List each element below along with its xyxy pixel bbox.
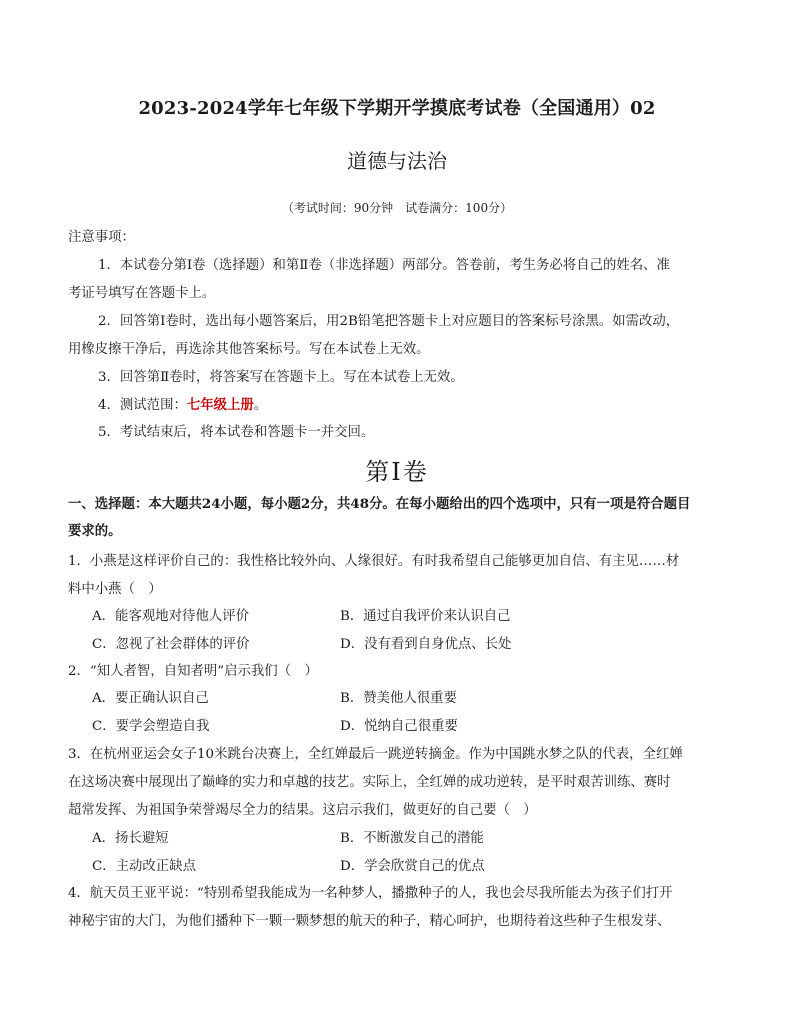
question-2-option-c: C．要学会塑造自我: [92, 719, 210, 734]
question-2-option-b: B．赞美他人很重要: [340, 691, 457, 706]
subject-title: 道德与法治: [347, 149, 447, 173]
question-1-option-d: D．没有看到自身优点、长处: [340, 637, 512, 652]
question-1-stem-line-1: 1．小燕是这样评价自己的：我性格比较外向、人缘很好。有时我希望自己能够更加自信、有主见……材: [68, 554, 680, 569]
question-4-stem-line-2: 神秘宇宙的大门，为他们播种下一颗一颗梦想的航天的种子，精心呵护，也期待着这些种子生根发芽、: [68, 914, 671, 929]
notice-item-4-suffix: 。: [253, 398, 268, 413]
notice-item-3: 3．回答第Ⅱ卷时，将答案写在答题卡上。写在本试卷上无效。: [98, 370, 464, 385]
volume-title: 第Ⅰ卷: [365, 458, 429, 486]
exam-title: 2023-2024学年七年级下学期开学摸底考试卷（全国通用）02: [138, 98, 656, 119]
question-4-stem-line-1: 4．航天员王亚平说：“特别希望我能成为一名种梦人，播撒种子的人，我也会尽我所能去为孩子们打开: [68, 886, 673, 901]
question-3-stem-line-3: 超常发挥、为祖国争荣誉竭尽全力的结果。这启示我们，做更好的自己要（ ）: [68, 803, 537, 818]
notice-item-1-line-1: 1．本试卷分第Ⅰ卷（选择题）和第Ⅱ卷（非选择题）两部分。答卷前，考生务必将自己的姓名、准: [98, 258, 670, 273]
question-3-option-a: A．扬长避短: [92, 831, 169, 846]
question-1-option-c: C．忽视了社会群体的评价: [92, 637, 250, 652]
test-scope-highlight: 七年级上册: [186, 397, 254, 413]
notice-heading: 注意事项：: [68, 230, 135, 245]
notice-item-5: 5．考试结束后，将本试卷和答题卡一并交回。: [98, 425, 375, 440]
question-2-stem: 2．“知人者智，自知者明”启示我们（ ）: [68, 664, 318, 679]
question-3-stem-line-2: 在这场决赛中展现出了巅峰的实力和卓越的技艺。实际上，全红婵的成功逆转，是平时艰苦训练、赛时: [68, 775, 671, 790]
question-3-option-c: C．主动改正缺点: [92, 859, 196, 874]
question-1-stem-line-2: 料中小燕（ ）: [68, 582, 162, 597]
question-3-option-d: D．学会欣赏自己的优点: [340, 859, 485, 874]
section-heading-line-1: 一、选择题：本大题共24小题，每小题2分，共48分。在每小题给出的四个选项中，只有一项是符合题目: [68, 496, 691, 512]
question-3-stem-line-1: 3．在杭州亚运会女子10米跳台决赛上，全红婵最后一跳逆转摘金。作为中国跳水梦之队的代表，全红婵: [68, 747, 683, 762]
notice-item-2-line-2: 用橡皮擦干净后，再选涂其他答案标号。写在本试卷上无效。: [68, 342, 430, 357]
time-info: （考试时间：90分钟 试卷满分：100分）: [281, 201, 513, 215]
question-3-option-b: B．不断激发自己的潜能: [340, 831, 484, 846]
question-1-option-b: B．通过自我评价来认识自己: [340, 609, 511, 624]
section-heading-line-2: 要求的。: [68, 523, 122, 539]
notice-item-4: [98, 395, 267, 416]
notice-item-2-line-1: 2．回答第Ⅰ卷时，选出每小题答案后，用2B铅笔把答题卡上对应题目的答案标号涂黑。如需改动，: [98, 314, 680, 329]
notice-item-4-prefix: 4．测试范围：: [98, 398, 187, 413]
question-2-option-a: A．要正确认识自己: [92, 691, 209, 706]
question-2-option-d: D．悦纳自己很重要: [340, 719, 458, 734]
question-1-option-a: A．能客观地对待他人评价: [92, 609, 249, 624]
notice-item-1-line-2: 考证号填写在答题卡上。: [68, 286, 216, 301]
